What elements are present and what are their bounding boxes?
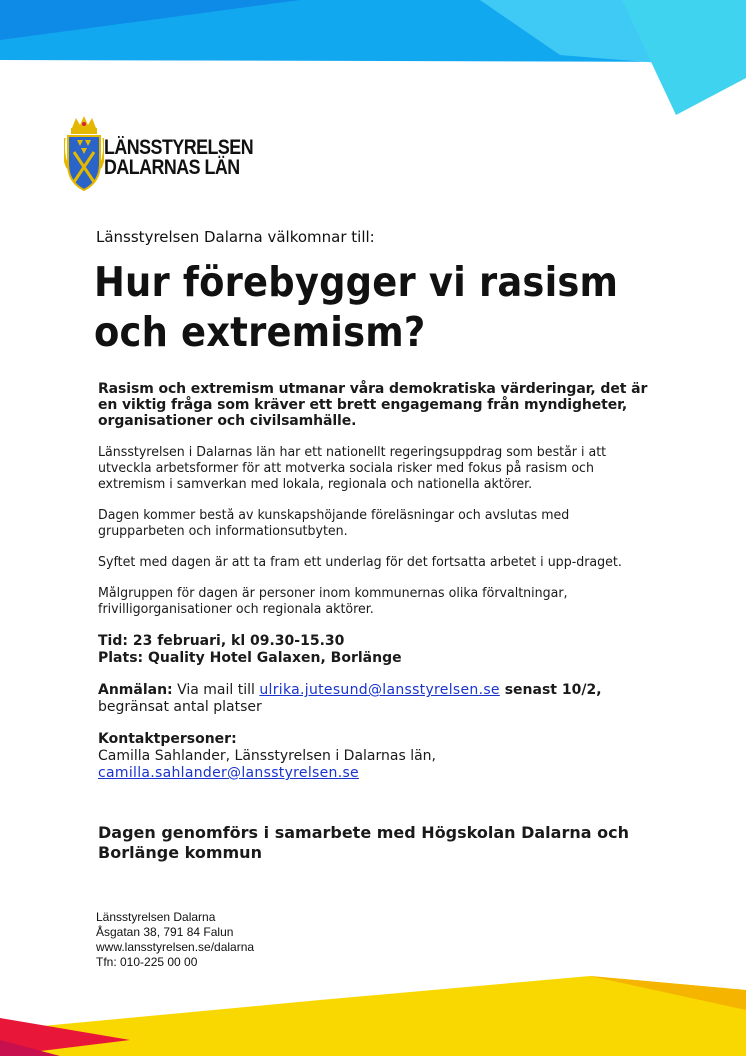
footer-web: www.lansstyrelsen.se/dalarna [96, 940, 255, 954]
registration-label: Anmälan: [98, 682, 173, 698]
page-title [94, 257, 618, 357]
bottom-band-orange [590, 976, 746, 1010]
collaboration-note: Dagen genomförs i samarbete med Högskolan Dalarna och Borlänge kommun [98, 823, 629, 862]
registration-text-1: Via mail till [172, 682, 260, 698]
event-place: Plats: Quality Hotel Galaxen, Borlänge [98, 650, 402, 666]
top-decoration [0, 0, 746, 120]
registration-text-2: begränsat antal platser [98, 699, 262, 715]
contact-name: Camilla Sahlander, Länsstyrelsen i Dalarnas län, [98, 748, 436, 764]
footer-street: Åsgatan 38, 791 84 Falun [96, 925, 234, 939]
logo-wordmark [104, 138, 253, 178]
bottom-band-yellow [0, 976, 746, 1056]
top-band-dark [0, 0, 300, 40]
contact-info [98, 731, 658, 782]
title-line-1: Hur förebygger vi rasism [94, 258, 619, 306]
body-paragraph-3: Syftet med dagen är att ta fram ett underlag för det fortsatta arbetet i upp-draget. [98, 555, 622, 570]
logo-line-2: DALARNAS LÄN [104, 156, 240, 179]
logo [64, 116, 264, 196]
coat-of-arms-icon [64, 116, 104, 194]
top-band-light [480, 0, 746, 70]
body-paragraph-4: Målgruppen för dagen är personer inom kommunernas olika förvaltningar, frivilligorganisationer och regionala aktörer. [98, 586, 568, 617]
registration [98, 682, 658, 716]
title-line-2: och extremism? [94, 308, 426, 356]
logo-line-1: LÄNSSTYRELSEN [104, 136, 254, 159]
top-band-blue [0, 0, 746, 62]
main-content [98, 381, 658, 782]
registration-email-link[interactable]: ulrika.jutesund@lansstyrelsen.se [259, 682, 500, 698]
contact-email-link[interactable]: camilla.sahlander@lansstyrelsen.se [98, 765, 359, 781]
lead-paragraph: Rasism och extremism utmanar våra demokratiska värderingar, det är en viktig fråga som kräver ett brett engagemang från myndigheter, organisationer och civilsamhälle. [98, 381, 648, 429]
body-paragraph-2: Dagen kommer bestå av kunskapshöjande föreläsningar och avslutas med grupparbeten och informationsutbyten. [98, 508, 570, 539]
event-info [98, 633, 658, 667]
footer-address [96, 910, 254, 970]
event-time: Tid: 23 februari, kl 09.30-15.30 [98, 633, 345, 649]
intro-text: Länsstyrelsen Dalarna välkomnar till: [96, 228, 375, 246]
body-paragraph-1: Länsstyrelsen i Dalarnas län har ett nationellt regeringsuppdrag som består i att utveckla arbetsformer för att motverka sociala risker med fokus på rasism och extremism i samverkan med lokala, regionala och nationella aktörer. [98, 445, 607, 492]
bottom-band-red [0, 1018, 130, 1056]
bottom-band-magenta [0, 1040, 60, 1056]
footer-org: Länsstyrelsen Dalarna [96, 910, 216, 924]
contact-label: Kontaktpersoner: [98, 731, 237, 747]
footer-phone: Tfn: 010-225 00 00 [96, 955, 198, 969]
top-band-cyan [622, 0, 746, 115]
registration-deadline: senast 10/2, [499, 682, 602, 698]
